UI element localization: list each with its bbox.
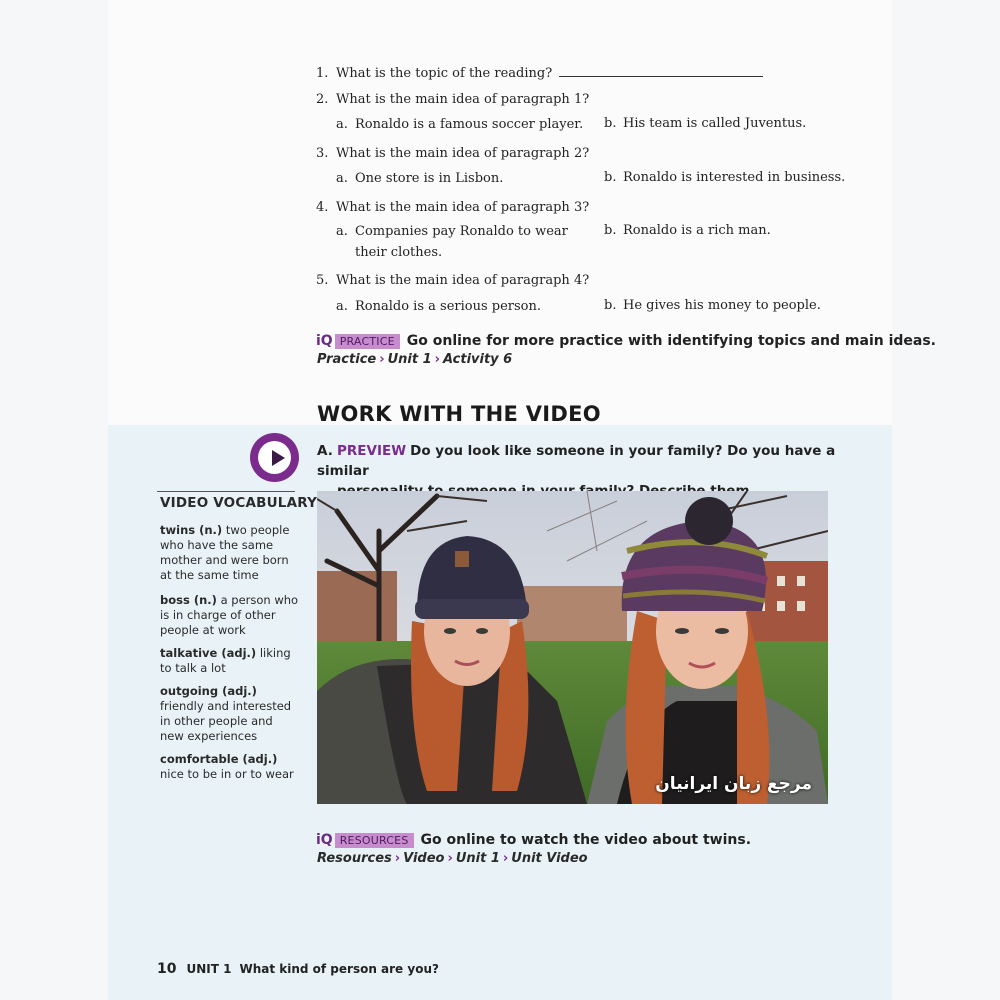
vocab-definition: nice to be in or to wear [160, 767, 294, 781]
question-number: 3. [316, 146, 329, 161]
option-text: He gives his money to people. [623, 298, 821, 313]
question-2 [316, 90, 589, 109]
vocab-term: twins (n.) [160, 523, 223, 537]
vocab-term: outgoing (adj.) [160, 684, 257, 698]
play-icon[interactable] [250, 433, 299, 482]
option-letter: b. [604, 116, 617, 131]
question-text: What is the topic of the reading? [336, 66, 553, 81]
question-number: 2. [316, 92, 329, 107]
resources-callout [316, 832, 751, 849]
option-a[interactable] [336, 221, 568, 263]
option-letter: a. [336, 224, 348, 239]
resources-tag: RESOURCES [335, 833, 414, 848]
vocab-title: VIDEO VOCABULARY [160, 495, 318, 511]
chevron-right-icon: › [447, 851, 453, 866]
option-b[interactable] [604, 295, 821, 316]
question-number: 1. [316, 66, 329, 81]
resources-text: Go online to watch the video about twins. [420, 832, 752, 848]
question-text: What is the main idea of paragraph 1? [336, 92, 590, 107]
option-letter: b. [604, 223, 617, 238]
section-heading: WORK WITH THE VIDEO [317, 402, 601, 426]
option-a[interactable] [336, 168, 503, 189]
option-text: One store is in Lisbon. [355, 171, 504, 186]
play-icon-inner [258, 441, 291, 474]
vocab-term: comfortable (adj.) [160, 752, 278, 766]
vocab-definition: liking to talk a lot [160, 646, 291, 675]
iq-logo-icon: iQ [316, 832, 333, 848]
activity-letter: A. [317, 443, 333, 459]
play-triangle-icon [272, 450, 285, 466]
resources-breadcrumb[interactable] [317, 851, 588, 866]
unit-label: UNIT 1 [186, 962, 232, 976]
page-footer [157, 961, 439, 977]
vocab-definition: friendly and interested in other people and new experiences [160, 699, 292, 743]
breadcrumb-item[interactable]: Video [403, 851, 445, 866]
vocab-item [160, 684, 300, 744]
option-text: Ronaldo is interested in business. [623, 170, 846, 185]
option-text-continued: their clothes. [355, 245, 443, 260]
breadcrumb-item[interactable]: Unit Video [511, 851, 588, 866]
question-number: 4. [316, 200, 329, 215]
option-text: Companies pay Ronaldo to wear [355, 224, 568, 239]
answer-blank[interactable] [559, 65, 763, 77]
practice-callout [316, 333, 936, 350]
question-5 [316, 271, 589, 290]
breadcrumb-item[interactable]: Practice [317, 352, 377, 367]
question-3 [316, 144, 589, 163]
option-text: Ronaldo is a serious person. [355, 299, 541, 314]
option-text: His team is called Juventus. [623, 116, 807, 131]
vocab-definition: two people who have the same mother and were born at the same time [160, 523, 290, 582]
photo-image [317, 491, 828, 804]
option-letter: a. [336, 117, 348, 132]
vocab-item [160, 646, 300, 676]
chevron-right-icon: › [434, 352, 440, 367]
option-b[interactable] [604, 220, 771, 241]
option-letter: b. [604, 170, 617, 185]
vocab-term: boss (n.) [160, 593, 217, 607]
option-text: Ronaldo is a famous soccer player. [355, 117, 584, 132]
vocab-definition: a person who is in charge of other people at work [160, 593, 299, 637]
option-a[interactable] [336, 296, 541, 317]
breadcrumb-item[interactable]: Unit 1 [455, 851, 500, 866]
question-text: What is the main idea of paragraph 4? [336, 273, 590, 288]
video-thumbnail-photo[interactable] [317, 491, 828, 804]
option-b[interactable] [604, 167, 845, 188]
option-letter: a. [336, 299, 348, 314]
practice-text: Go online for more practice with identifying topics and main ideas. [406, 333, 937, 349]
question-text: What is the main idea of paragraph 3? [336, 200, 590, 215]
question-number: 5. [316, 273, 329, 288]
option-a[interactable] [336, 114, 583, 135]
option-letter: a. [336, 171, 348, 186]
preview-text: Do you look like someone in your family? Do you have a similar [317, 443, 836, 479]
iq-logo-icon: iQ [316, 333, 333, 349]
question-1 [316, 64, 763, 83]
chevron-right-icon: › [394, 851, 401, 866]
page-number: 10 [157, 961, 177, 977]
option-b[interactable] [604, 113, 806, 134]
breadcrumb-item[interactable]: Activity 6 [443, 352, 513, 367]
breadcrumb-item[interactable]: Resources [317, 851, 392, 866]
question-text: What is the main idea of paragraph 2? [336, 146, 590, 161]
practice-breadcrumb[interactable] [317, 352, 512, 367]
breadcrumb-item[interactable]: Unit 1 [387, 352, 432, 367]
preview-label: PREVIEW [337, 443, 407, 459]
chevron-right-icon: › [379, 352, 385, 367]
option-text: Ronaldo is a rich man. [623, 223, 771, 238]
unit-title: What kind of person are you? [239, 962, 439, 976]
option-letter: b. [604, 298, 617, 313]
practice-tag: PRACTICE [335, 334, 400, 349]
watermark-text: مرجع زبان ایرانیان [655, 774, 812, 794]
vocab-term: talkative (adj.) [160, 646, 257, 660]
chevron-right-icon: › [502, 851, 509, 866]
vocab-item [160, 593, 300, 638]
divider [157, 491, 295, 492]
vocab-item [160, 752, 300, 782]
vocab-item [160, 523, 300, 583]
question-4 [316, 198, 589, 217]
